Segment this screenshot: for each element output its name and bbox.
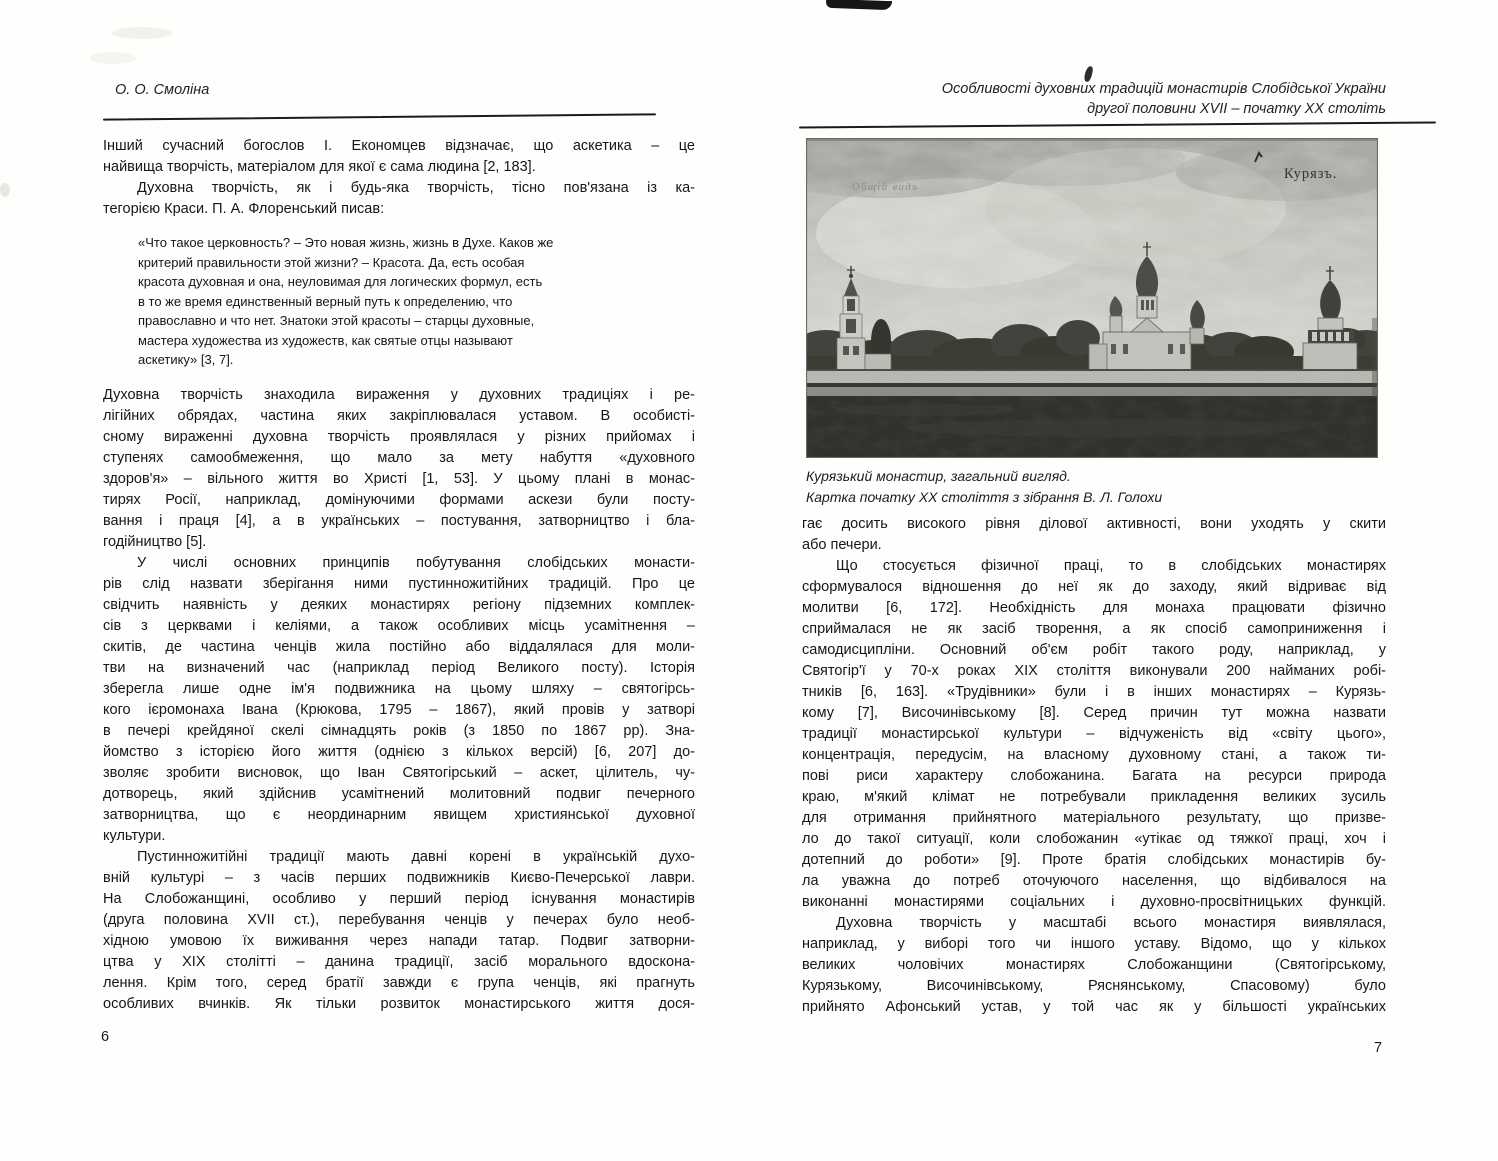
text-line: сформувалося відношення до неї як до заходу, який відриває від: [802, 579, 1386, 595]
text-line: (друга половина XVII ст.), перебування ченців у печерах було необ-: [103, 911, 695, 928]
text-line: ла уважна до потреб оточуючого населення, що відбивалося на: [802, 873, 1386, 889]
figure-monastery-postcard: [806, 138, 1378, 458]
text-line: Духовна творчість, як і будь-яка творчість, тісно пов'язана із ка-: [137, 180, 695, 196]
text-line: лігійних обрядах, частина яких закріплювалася уставом. В особисті-: [103, 407, 695, 424]
text-line: годійництво [5].: [103, 533, 207, 550]
text-line: красота духовная и она, неуловимая для логических формул, есть: [138, 274, 543, 289]
running-header-title: [800, 79, 1386, 119]
text-line: лення. Крім того, серед братії завжди є група ченців, які прагнуть: [103, 974, 695, 991]
text-line: йомство з історією його життя (однією з кількох версій) [6, 207] до-: [103, 743, 695, 760]
text-line: Пустинножитійні традиції мають давні корені в українській духо-: [137, 848, 695, 865]
text-line: особливих вчинків. Як тільки розвиток монастирського життя дося-: [103, 995, 695, 1012]
figure-caption-line2: Картка початку XX століття з зібрання В. Л. Голохи: [806, 489, 1163, 505]
text-line: дотворець, який здійснив усамітнений молитовний подвиг печерного: [103, 785, 695, 802]
text-line: ступенях самообмеження, що мало за мету набуття «духовного: [103, 449, 695, 466]
text-line: скитів, де частина ченців жила постійно або віддалялася для моли-: [103, 638, 695, 655]
text-line: цтва у XIX столітті – данина традиції, засіб морального вдоскона-: [103, 953, 695, 970]
ink-blob-artifact: [826, 0, 892, 10]
body-text-left: [103, 136, 695, 1015]
text-line: мастера художества из художеств, как святые отцы называют: [138, 332, 513, 348]
text-line: самодисципліни. Основний об'єм робіт такого роду, наприклад, у: [802, 642, 1386, 658]
text-line: кому [7], Височинівському [8]. Серед причин тут можна назвати: [802, 705, 1386, 721]
text-line: православно и что нет. Знатоки этой красоты – старцы духовные,: [138, 313, 535, 328]
postcard-label-left: Общій видъ: [852, 182, 920, 193]
text-line: аскетику» [3, 7].: [138, 352, 234, 367]
text-line: Духовна творчість у масштабі всього монастиря виявлялася,: [836, 915, 1386, 931]
running-header-title-line2: другої половини XVII – початку XX століть: [1087, 101, 1386, 117]
postcard-label-right: Курязъ.: [1284, 166, 1338, 182]
text-line: кого ієромонаха Івана (Крюкова, 1795 – 1867), який провів у затворі: [103, 701, 695, 718]
text-line: У числі основних принципів побутування слобідських монасти-: [137, 554, 695, 571]
running-header-title-line1: Особливості духовних традицій монастирів Слобідської України: [941, 81, 1386, 97]
text-line: тирях Росії, наприклад, домінуючими формами аскези були посту-: [103, 491, 695, 508]
text-line: пові риси характеру слобожанина. Багата на ресурси природа: [802, 768, 1386, 784]
photo-grain-overlay: [806, 138, 1378, 458]
running-header-author: О. О. Смоліна: [115, 82, 210, 98]
text-line: дотепний до роботи» [9]. Проте братія слобідських монастирів бу-: [802, 852, 1386, 868]
text-line: На Слобожанщині, особливо у перший період існування монастирів: [103, 890, 695, 907]
text-line: в то же время единственный верный путь к определению, что: [138, 293, 513, 309]
scan-smudge: [90, 52, 136, 64]
figure-caption-line1: Курязький монастир, загальний вигляд.: [806, 468, 1071, 484]
text-line: краю, м'який клімат не потребували прикладення великих зусиль: [802, 789, 1386, 805]
text-line: здоров'я» – вільного життя во Христі [1, 53]. У цьому плані в монас-: [103, 470, 695, 487]
text-line: «Что такое церковность? – Это новая жизнь, жизнь в Духе. Каков же: [138, 235, 554, 250]
body-text-right: [802, 514, 1386, 1018]
page-number-right: 7: [1374, 1040, 1383, 1056]
text-line: тви на визначений час (наприклад період Великого посту). Історія: [103, 659, 695, 676]
text-line: молитви [6, 172]. Необхідність для монаха працювати фізично: [802, 600, 1386, 616]
text-line: або печери.: [802, 537, 882, 553]
text-line: зберегла лише одне ім'я подвижника на цьому шляху – святогірсь-: [103, 680, 695, 697]
monastery-postcard-image: [806, 138, 1378, 458]
scan-smudge: [0, 183, 10, 197]
text-line: ло до такої ситуації, коли слобожанин «утікає од тяжкої праці, хоч і: [802, 831, 1386, 847]
text-line: для отримання прийнятного матеріального результату, що призве-: [802, 810, 1386, 826]
text-line: концентрація, передусім, на власному духовному стані, а також ти-: [802, 747, 1386, 763]
text-line: вання і праця [4], а в українських – постування, затворництво і бла-: [103, 512, 695, 529]
text-line: найвища творчість, матеріалом для якої є сама людина [2, 183].: [103, 159, 536, 175]
text-line: Інший сучасний богослов І. Економцев відзначає, що аскетика – це: [103, 138, 695, 154]
figure-caption: [806, 466, 1162, 508]
text-line: тників [6, 163]. «Трудівники» були і в інших монастирях – Курязь-: [802, 684, 1386, 700]
text-line: сному вираженні духовна творчість проявлялася у різних прийомах і: [103, 428, 695, 445]
text-line: виконанні монастирями соціальних і духовно-просвітницьких функцій.: [802, 894, 1386, 910]
text-line: прийнято Афонський устав, у той час як у більшості українських: [802, 999, 1386, 1015]
header-rule-left: [103, 113, 656, 121]
text-line: критерий правильности этой жизни? – Красота. Да, есть особая: [138, 254, 525, 270]
text-line: Що стосується фізичної праці, то в слобідських монастирях: [836, 558, 1386, 574]
text-line: Духовна творчість знаходила вираження у духовних традиціях і ре-: [103, 386, 695, 403]
text-line: рів слід назвати зберігання ними пустинножитійних традицій. Про це: [103, 575, 695, 592]
text-line: гає досить високого рівня ділової активності, вони уходять у скити: [802, 516, 1386, 532]
text-line: великих чоловічих монастирях Слобожанщини (Святогірському,: [802, 957, 1386, 973]
text-line: в печері крейдяної скелі сімнадцять років (з 1850 по 1867 рр). Зна-: [103, 722, 695, 739]
text-line: Курязькому, Височинівському, Ряснянському, Спасовому) було: [802, 978, 1386, 994]
page-number-left: 6: [101, 1029, 110, 1045]
text-line: свідчить наявність у деяких монастирях регіону підземних комплек-: [103, 596, 695, 613]
text-line: Святогір'ї у 70-х роках XIX століття виконували 200 найманих робі-: [802, 663, 1386, 679]
text-line: культури.: [103, 827, 166, 844]
text-line: сприймалася не як засіб творення, а як спосіб самоприниження і: [802, 621, 1386, 637]
text-line: сів з церквами і келіями, а також особливих місць усамітнення –: [103, 617, 695, 634]
header-rule-right: [799, 121, 1436, 128]
text-line: традиції монастирської культури – відчуженість від «світу цього»,: [802, 726, 1386, 742]
scan-smudge: [112, 27, 172, 39]
text-line: зволяє зробити висновок, що Іван Святогірський – аскет, цілитель, чу-: [103, 764, 695, 781]
text-line: наприклад, у виборі того чи іншого уставу. Відомо, що у кількох: [802, 936, 1386, 952]
text-line: хідною умовою їх виживання через напади татар. Подвиг затворни-: [103, 932, 695, 949]
text-line: тегорією Краси. П. А. Флоренський писав:: [103, 201, 385, 217]
text-line: затворництва, що є неординарним явищем християнської духовної: [103, 806, 695, 823]
text-line: вній культурі – з часів перших подвижників Києво-Печерської лаври.: [103, 869, 695, 886]
